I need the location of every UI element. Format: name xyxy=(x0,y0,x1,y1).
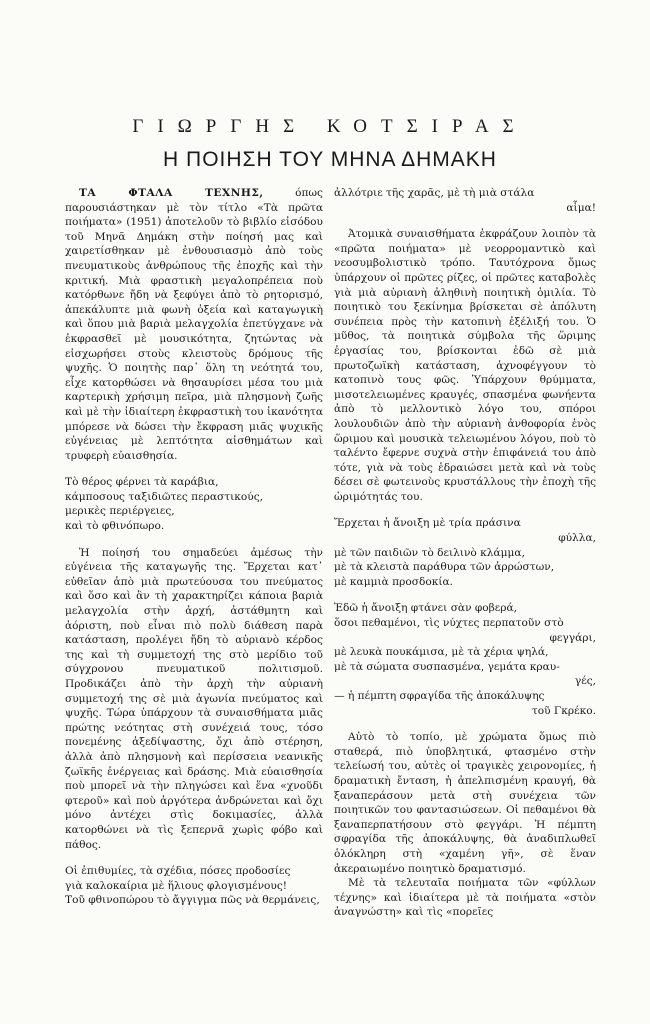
author-name: ΓΙΩΡΓΗΣ ΚΟΤΣΙΡΑΣ xyxy=(132,116,528,137)
poem-line: ὅσοι πεθαμένοι, τὶς νύχτες περπατοῦν στὸ xyxy=(334,617,564,630)
poem-line: μὲ τῶν παιδιῶν τὸ δειλινὸ κλάμμα, xyxy=(334,546,525,559)
poem-line: Τοῦ φθινοπώρου τὸ ἄγγιγμα πῶς νὰ θερμάνεις, xyxy=(65,894,320,907)
poem-line: ἀλλότριε τῆς χαρᾶς, μὲ τὴ μιὰ στάλα xyxy=(334,187,535,199)
poem-line: φύλλα, xyxy=(558,532,596,545)
article-title: Η ΠΟΙΗΣΗ ΤΟΥ ΜΗΝΑ ΔΗΜΑΚΗ xyxy=(163,148,497,171)
poem-excerpt-3 xyxy=(334,516,596,589)
poem-line: Ἐδῶ ἡ ἄνοιξη φτάνει σὰν φοβερά, xyxy=(334,602,518,615)
paragraph-4: Αὐτὸ τὸ τοπίο, μὲ χρώματα ὅμως πιὸ σταθερά, πιὸ ὑποβλητικά, φτασμένο στὴν τελείωσή του, αὐτὲς οἱ τραγικὲς χειρονομίες, ἡ δραματικὴ ἔνταση, ἡ ἀπελπισμένη κραυγή, θὰ ξαναπεράσουν μετὰ στὴ συνέχεια τῶν ποιητικῶν του φαντασιώσεων. Οἱ πεθαμένοι θὰ ξαναπερπατήσουν στὸ φεγγάρι. Ἡ πέμπτη σφραγίδα τῆς ἀποκάλυψης, θὰ ἀναδιπλωθεῖ ὁλόκληρη στὴ «χαμένη γῆ», σὲ ἕναν ἀκεραιωμένο ποιητικὸ δραματισμό. xyxy=(334,731,596,875)
poem-excerpt-0 xyxy=(334,186,596,215)
poem-line: Ἔρχεται ἡ ἄνοιξη μὲ τρία πράσινα xyxy=(334,517,521,530)
poem-line: κάμποσους ταξιδιῶτες περαστικούς, xyxy=(65,490,263,503)
poem-excerpt-1 xyxy=(65,475,323,533)
paragraph-1 xyxy=(65,186,323,463)
poem-line: Τὸ θέρος φέρνει τὰ καράβια, xyxy=(65,476,219,489)
lead-caps: ΤΑ ΦΤΑΛΑ ΤΕΧΝΗΣ, xyxy=(79,187,264,199)
poem-excerpt-4 xyxy=(334,601,596,718)
left-column xyxy=(65,186,323,908)
paragraph-1-text: όπως παρουσιάστηκαν μὲ τὸν τίτλο «Τὰ πρῶτα ποιήματα» (1951) ἀποτελοῦν τὸ βιβλίο εἰσόδου τοῦ Μηνᾶ Δημάκη στὴν ποίησή μας καὶ χαιρετίσθηκαν μὲ ἐνθουσιασμὸ ἀπὸ τοὺς πνευματικοὺς ἀνθρώπους τῆς ἐποχῆς καὶ τὴν κριτική. Μιὰ φραστικὴ μεγαλοπρέπεια ποὺ κατόρθωνε ἤδη νὰ ξεφύγει ἀπὸ τὸ ρητορισμό, ἀπεκάλυπτε μιὰ φωνὴ ὀξεία καὶ καταγωγικὴ καὶ ὅπου μιὰ βαριὰ μελαγχολία ἐπετύγχανε νὰ ἐκφρασθεῖ μὲ μουσικότητα, ζητώντας νὰ εἰσχωρήσει στοὺς κλειστοὺς δρόμους τῆς ψυχῆς. Ὁ ποιητὴς παρ᾽ ὅλη τη νεότητά του, εἶχε κατορθώσει νὰ θησαυρίσει μέσα του μιὰ καρτερικὴ χρήσιμη πεῖρα, μιὰ πλησμονὴ ζωῆς καὶ μὲ τὴν ἰδιαίτερη ἐκφραστικὴ του ἱκανότητα μπόρεσε νὰ δώσει τὴν ἔκφραση μιᾶς ψυχικῆς εὐγένειας μὲ λεπτότητα αἰσθημάτων καὶ τρυφερὴ εὐαισθησία. xyxy=(65,187,323,462)
poem-line: μερικὲς περιέργειες, xyxy=(65,505,175,518)
poem-line: γές, xyxy=(574,675,596,688)
poem-line: τοῦ Γκρέκο. xyxy=(531,704,596,717)
poem-line: καὶ τὸ φθινόπωρο. xyxy=(65,520,165,533)
poem-line: Οἱ ἐπιθυμίες, τὰ σχέδια, πόσες προδοσίες xyxy=(65,865,291,878)
poem-excerpt-2 xyxy=(65,864,323,908)
right-column xyxy=(334,186,596,920)
poem-line: αἷμα! xyxy=(566,201,596,214)
paragraph-3: Ἀτομικὰ συναισθήματα ἐκφράζουν λοιπὸν τὰ «πρῶτα ποιήματα» μὲ νεορρομαντικὸ καὶ νεοσυμβολιστικὸ τρόπο. Ταυτόχρονα ὅμως ὑπάρχουν οἱ πρῶτες ρίζες, οἱ πρῶτες καταβολὲς γιὰ μιὰ αὐριανὴ ἀληθινὴ ποιητικὴ ὁμιλία. Τὸ ποιητικὸ του ξεκίνημα βρίσκεται σὲ ἀπόλυτη συνέπεια πρὸς τὴν κατοπινὴ ἐξέλιξή του. Ὁ μῦθος, τὰ ποιητικὰ σύμβολα τῆς ὥριμης ἐργασίας του, βρίσκονται ἐδῶ σὲ μιὰ πρωτοζωϊκὴ κατάσταση, ἀχνοφέγγουν τὸ κατοπινὸ τους φῶς. Ὑπάρχουν θρύμματα, μισοτελειωμένες κραυγές, σπασμένα φωνήεντα ἀπὸ τὸ μελλοντικὸ λόγο του, σπόροι λουλουδιῶν ἀπὸ τὴν αὐριανὴ ἀνθοφορία ἑνὸς ὥριμου καὶ μουσικὰ τελειωμένου λόγου, ποὺ τὸ ταλέντο ἔφερνε συχνὰ στὴν ἐπιφάνειά του ἀπὸ τότε, γιὰ νὰ τοὺς ἑδραιώσει μετὰ καὶ νὰ τοὺς δέσει σὲ φωτεινοὺς κρυστάλλους τὴν ἐποχὴ τῆς ὡριμότητάς του. xyxy=(334,228,596,503)
poem-line: — ἡ πέμπτη σφραγίδα τῆς ἀποκάλυψης xyxy=(334,690,545,702)
paragraph-5: Μὲ τὰ τελευταῖα ποιήματα τῶν «φύλλων τέχνης» καὶ ἰδιαίτερα μὲ τὰ ποιήματα «στὸν ἀναγνώστη» καὶ τὶς «πορεῖες xyxy=(334,877,596,919)
paragraph-2: Ἡ ποίησή του σημαδεύει ἀμέσως τὴν εὐγένεια τῆς καταγωγῆς της. Ἔρχεται κατ᾽ εὐθεῖαν ἀπὸ μιὰ πρωτεύουσα του πνεύματος καὶ ὅσο καὶ ἂν τὴ χαρακτηρίζει κάποια βαριὰ μελαγχολία στὴν ἀρχή, ἀστάθμητη καὶ ἀόριστη, ποὺ εἶναι πιὸ πολὺ διάθεση παρὰ κατάσταση, προλέγει ἤδη τὸ αὐριανὸ κέρδος της καὶ τὴ συμμετοχή της στὸ μερίδιο τοῦ σύγχρονου πνευματικοῦ πολιτισμοῦ. Προδικάζει ἀπὸ τὴν ἀρχὴ τὴν αὐριανὴ συμμετοχή της σὲ μιὰ ἀγωνία πνεύματος καὶ ψυχῆς. Τώρα ὑπάρχουν τὰ συναισθήματα μιᾶς πρώτης νεότητας στὴ συνέχειά τους, τόσο πονεμένης ἀξεδίψαστης, ὄχι ἀπὸ στέρηση, ἀλλὰ ἀπὸ πλησμονὴ καὶ περίσσεια νεανικῆς ζωϊκῆς ἐνέργειας καὶ δράσης. Μιὰ εὐαισθησία ποὺ μπορεῖ νὰ τὴν πληγώσει καὶ ἕνα «χνοῦδι φτεροῦ» καὶ ποὺ ἀργότερα ἀνδρώνεται καὶ ὄχι μόνο ἀντέχει στὶς δοκιμασίες, ἀλλὰ κατορθώνει νὰ τὶς ξεπερνᾶ χωρὶς φόβο καὶ πάθος. xyxy=(65,546,323,851)
poem-line: μὲ τὰ σώματα συσπασμένα, γεμάτα κραυ- xyxy=(334,660,560,673)
poem-line: γιὰ καλοκαίρια μὲ ἥλιους φλογισμένους! xyxy=(65,879,288,892)
poem-line: μὲ τὰ κλειστὰ παράθυρα τῶν ἀρρώστων, xyxy=(334,561,555,574)
poem-line: φεγγάρι, xyxy=(549,631,596,644)
poem-line: μὲ λευκὰ πουκάμισα, μὲ τὰ χέρια ψηλά, xyxy=(334,646,549,659)
poem-line: μὲ καμμιὰ προσδοκία. xyxy=(334,575,454,588)
